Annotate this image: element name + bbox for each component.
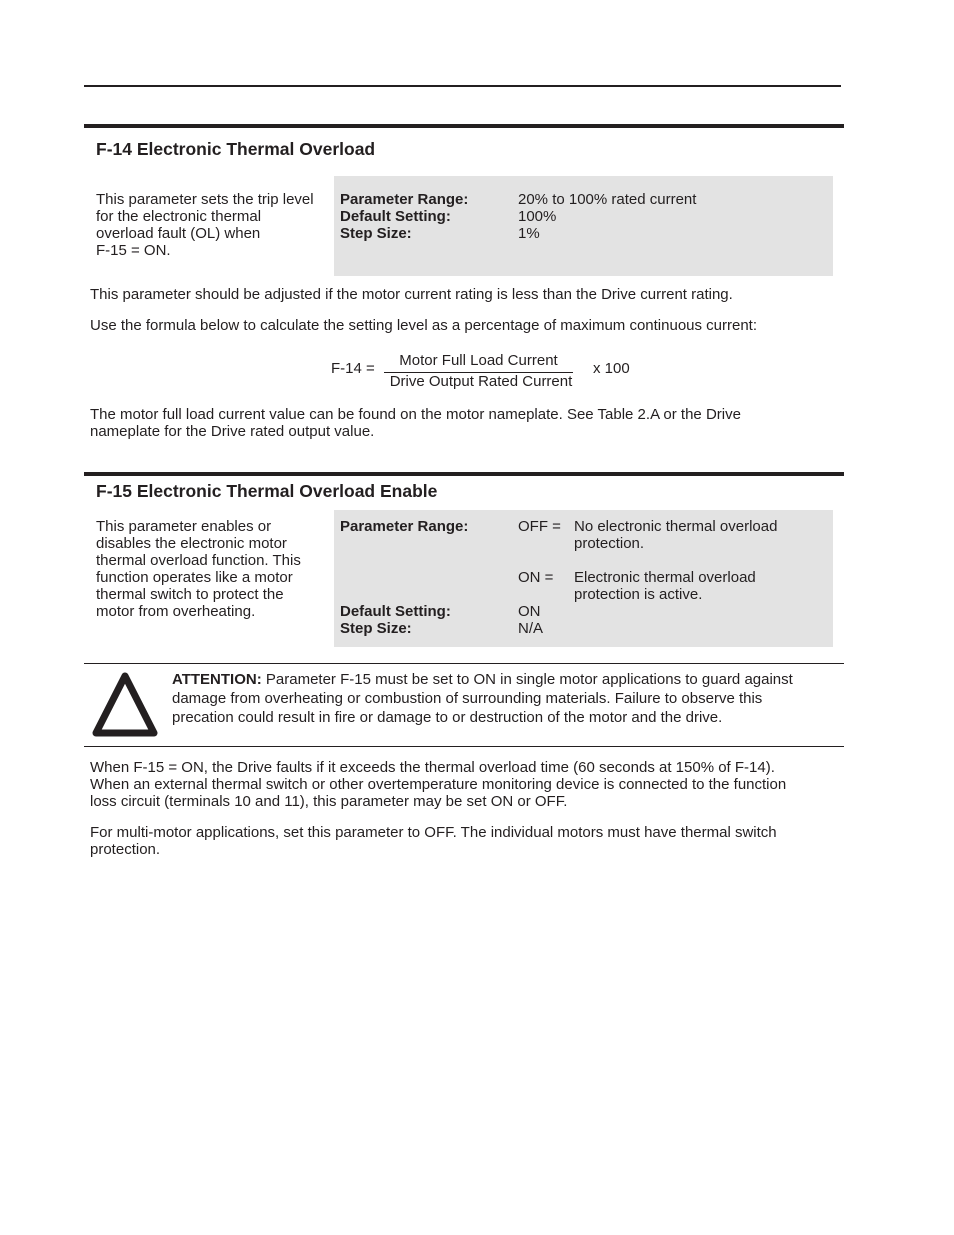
f15-paragraph-2	[90, 824, 835, 858]
off-line: protection.	[574, 535, 645, 552]
desc-line: motor from overheating.	[96, 603, 256, 620]
param-range-label: Parameter Range:	[340, 191, 469, 208]
step-size-value: 1%	[518, 225, 540, 242]
attention-line: damage from overheating or combustion of surrounding materials. Failure to observe this	[172, 690, 763, 707]
f14-description	[96, 191, 331, 259]
default-setting-label: Default Setting:	[340, 603, 451, 620]
off-description	[574, 518, 824, 552]
on-line: Electronic thermal overload	[574, 569, 756, 586]
para-line: The motor full load current value can be found on the motor nameplate. See Table 2.A or the Drive	[90, 406, 741, 423]
para-line: loss circuit (terminals 10 and 11), this parameter may be set ON or OFF.	[90, 793, 568, 810]
desc-line: This parameter enables or	[96, 518, 272, 535]
section-rule	[84, 124, 844, 128]
desc-line: F-15 = ON.	[96, 242, 171, 259]
desc-line: thermal switch to protect the	[96, 586, 284, 603]
attention-line: precation could result in fire or damage to or destruction of the motor and the drive.	[172, 709, 723, 726]
off-line: No electronic thermal overload	[574, 518, 778, 535]
formula-lhs: F-14 =	[331, 360, 375, 377]
top-rule	[84, 85, 841, 87]
on-description	[574, 569, 824, 603]
step-size-value: N/A	[518, 620, 544, 637]
attention-bottom-rule	[84, 746, 844, 747]
on-key: ON =	[518, 569, 554, 586]
section-heading-f14: F-14 Electronic Thermal Overload	[96, 139, 376, 159]
desc-line: function operates like a motor	[96, 569, 293, 586]
warning-triangle-icon	[91, 671, 159, 737]
f14-paragraph-1: This parameter should be adjusted if the motor current rating is less than the Drive current rating.	[90, 286, 733, 303]
step-size-label: Step Size:	[340, 225, 412, 242]
f14-paragraph-3	[90, 406, 835, 440]
param-range-label: Parameter Range:	[340, 518, 469, 535]
f15-paragraph-1	[90, 759, 835, 810]
section-heading-f15: F-15 Electronic Thermal Overload Enable	[96, 481, 438, 501]
default-setting-label: Default Setting:	[340, 208, 451, 225]
formula-multiplier: x 100	[593, 360, 630, 377]
formula-numerator: Motor Full Load Current	[399, 352, 558, 369]
section-rule	[84, 472, 844, 476]
desc-line: This parameter sets the trip level	[96, 191, 314, 208]
attention-label: ATTENTION:	[172, 671, 262, 688]
attention-text	[172, 670, 837, 727]
f14-paragraph-2: Use the formula below to calculate the setting level as a percentage of maximum continuous current:	[90, 317, 758, 334]
off-key: OFF =	[518, 518, 561, 535]
para-line: When F-15 = ON, the Drive faults if it exceeds the thermal overload time (60 seconds at 150% of F-14).	[90, 759, 775, 776]
para-line: When an external thermal switch or other overtemperature monitoring device is connected to the function	[90, 776, 787, 793]
f14-parameter-box	[334, 176, 833, 276]
f15-parameter-box	[334, 510, 833, 647]
attention-top-rule	[84, 663, 844, 664]
desc-line: for the electronic thermal	[96, 208, 262, 225]
para-line: For multi-motor applications, set this parameter to OFF. The individual motors must have thermal switch	[90, 824, 777, 841]
default-setting-value: 100%	[518, 208, 557, 225]
para-line: protection.	[90, 841, 161, 858]
f15-description	[96, 518, 331, 620]
desc-line: thermal overload function. This	[96, 552, 301, 569]
default-setting-value: ON	[518, 603, 541, 620]
attention-line: Parameter F-15 must be set to ON in single motor applications to guard against	[261, 671, 793, 688]
desc-line: overload fault (OL) when	[96, 225, 261, 242]
param-range-value: 20% to 100% rated current	[518, 191, 697, 208]
formula-denominator: Drive Output Rated Current	[389, 373, 573, 390]
on-line: protection is active.	[574, 586, 703, 603]
para-line: nameplate for the Drive rated output value.	[90, 423, 375, 440]
step-size-label: Step Size:	[340, 620, 412, 637]
desc-line: disables the electronic motor	[96, 535, 287, 552]
